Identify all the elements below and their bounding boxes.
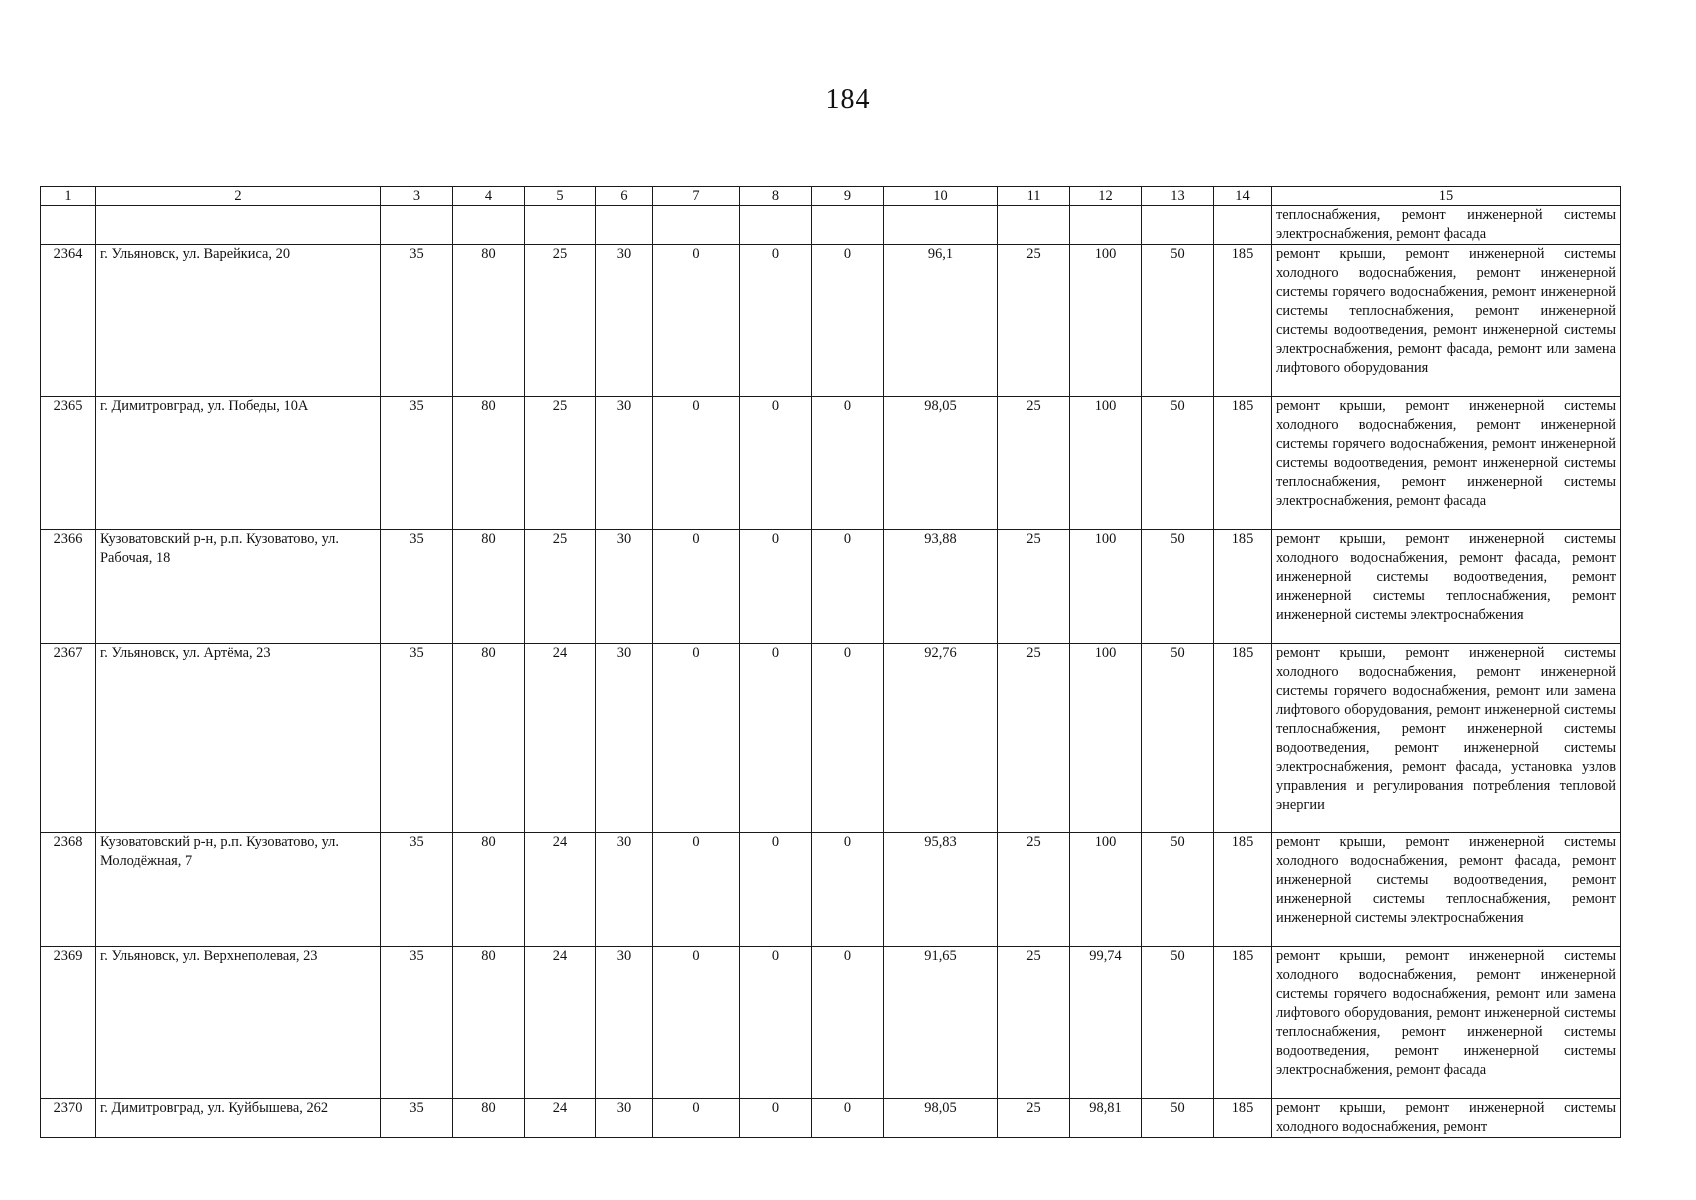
value-cell: 24 xyxy=(525,833,596,947)
table-row xyxy=(41,644,1621,833)
value-cell: 98,05 xyxy=(884,397,998,530)
address-cell: г. Ульяновск, ул. Верхнеполевая, 23 xyxy=(96,947,381,1099)
column-header: 1 xyxy=(41,187,96,206)
column-header: 6 xyxy=(596,187,653,206)
page-number: 184 xyxy=(825,84,871,115)
works-cell: ремонт крыши, ремонт инженерной системы холодного водоснабжения, ремонт xyxy=(1272,1099,1621,1138)
table-body xyxy=(41,206,1621,1138)
value-cell: 35 xyxy=(381,947,453,1099)
value-cell: 93,88 xyxy=(884,530,998,644)
header-row xyxy=(41,187,1621,206)
value-cell: 50 xyxy=(1142,530,1214,644)
value-cell: 30 xyxy=(596,530,653,644)
value-cell: 100 xyxy=(1070,833,1142,947)
value-cell: 185 xyxy=(1214,833,1272,947)
value-cell: 185 xyxy=(1214,644,1272,833)
value-cell: 100 xyxy=(1070,397,1142,530)
row-number: 2367 xyxy=(41,644,96,833)
address-cell: г. Ульяновск, ул. Артёма, 23 xyxy=(96,644,381,833)
column-header: 9 xyxy=(812,187,884,206)
works-cell: ремонт крыши, ремонт инженерной системы холодного водоснабжения, ремонт инженерной системы горячего водоснабжения, ремонт или замена лифтового оборудования, ремонт инженерной системы теплоснабжения, ремонт инженерной системы водоотведения, ремонт инженерной системы электроснабжения, ремонт фасада, установка узлов управления и регулирования потребления тепловой энергии xyxy=(1272,644,1621,833)
column-header: 8 xyxy=(740,187,812,206)
works-cell: ремонт крыши, ремонт инженерной системы холодного водоснабжения, ремонт инженерной системы горячего водоснабжения, ремонт или замена лифтового оборудования, ремонт инженерной системы теплоснабжения, ремонт инженерной системы водоотведения, ремонт инженерной системы электроснабжения, ремонт фасада xyxy=(1272,947,1621,1099)
value-cell: 0 xyxy=(653,245,740,397)
row-number: 2369 xyxy=(41,947,96,1099)
value-cell: 35 xyxy=(381,1099,453,1138)
works-cell: теплоснабжения, ремонт инженерной системы электроснабжения, ремонт фасада xyxy=(1272,206,1621,245)
column-header: 4 xyxy=(453,187,525,206)
table-row xyxy=(41,397,1621,530)
value-cell: 25 xyxy=(998,947,1070,1099)
value-cell: 24 xyxy=(525,947,596,1099)
value-cell xyxy=(1214,206,1272,245)
table-row xyxy=(41,206,1621,245)
value-cell: 50 xyxy=(1142,1099,1214,1138)
value-cell: 0 xyxy=(740,644,812,833)
column-header: 7 xyxy=(653,187,740,206)
value-cell: 0 xyxy=(653,644,740,833)
value-cell: 0 xyxy=(653,530,740,644)
value-cell xyxy=(1142,206,1214,245)
column-header: 13 xyxy=(1142,187,1214,206)
value-cell: 50 xyxy=(1142,245,1214,397)
value-cell: 25 xyxy=(525,245,596,397)
value-cell: 99,74 xyxy=(1070,947,1142,1099)
column-header: 11 xyxy=(998,187,1070,206)
value-cell: 30 xyxy=(596,1099,653,1138)
value-cell: 0 xyxy=(653,947,740,1099)
buildings-table xyxy=(40,186,1621,1138)
value-cell: 185 xyxy=(1214,397,1272,530)
column-header: 14 xyxy=(1214,187,1272,206)
value-cell: 92,76 xyxy=(884,644,998,833)
column-header: 15 xyxy=(1272,187,1621,206)
value-cell xyxy=(453,206,525,245)
value-cell: 25 xyxy=(998,245,1070,397)
value-cell: 0 xyxy=(653,833,740,947)
value-cell: 0 xyxy=(740,833,812,947)
value-cell: 35 xyxy=(381,530,453,644)
value-cell: 35 xyxy=(381,644,453,833)
value-cell: 0 xyxy=(812,530,884,644)
column-header: 3 xyxy=(381,187,453,206)
value-cell: 98,05 xyxy=(884,1099,998,1138)
address-cell: г. Ульяновск, ул. Варейкиса, 20 xyxy=(96,245,381,397)
works-cell: ремонт крыши, ремонт инженерной системы холодного водоснабжения, ремонт инженерной системы горячего водоснабжения, ремонт инженерной системы теплоснабжения, ремонт инженерной системы водоотведения, ремонт инженерной системы электроснабжения, ремонт фасада, ремонт или замена лифтового оборудования xyxy=(1272,245,1621,397)
address-cell: г. Димитровград, ул. Победы, 10А xyxy=(96,397,381,530)
value-cell: 0 xyxy=(740,530,812,644)
value-cell: 50 xyxy=(1142,833,1214,947)
table-row xyxy=(41,245,1621,397)
table-row xyxy=(41,833,1621,947)
value-cell: 24 xyxy=(525,644,596,833)
value-cell: 80 xyxy=(453,833,525,947)
value-cell: 30 xyxy=(596,245,653,397)
value-cell: 30 xyxy=(596,833,653,947)
value-cell: 0 xyxy=(812,947,884,1099)
value-cell: 25 xyxy=(998,644,1070,833)
value-cell: 185 xyxy=(1214,947,1272,1099)
works-cell: ремонт крыши, ремонт инженерной системы холодного водоснабжения, ремонт инженерной системы горячего водоснабжения, ремонт инженерной системы водоотведения, ремонт инженерной системы теплоснабжения, ремонт инженерной системы электроснабжения, ремонт фасада xyxy=(1272,397,1621,530)
address-cell: Кузоватовский р-н, р.п. Кузоватово, ул. Рабочая, 18 xyxy=(96,530,381,644)
value-cell: 25 xyxy=(998,1099,1070,1138)
value-cell: 25 xyxy=(525,530,596,644)
column-header: 10 xyxy=(884,187,998,206)
value-cell: 35 xyxy=(381,397,453,530)
row-number: 2364 xyxy=(41,245,96,397)
value-cell: 25 xyxy=(525,397,596,530)
value-cell: 185 xyxy=(1214,530,1272,644)
row-number: 2366 xyxy=(41,530,96,644)
column-header: 5 xyxy=(525,187,596,206)
value-cell: 0 xyxy=(740,245,812,397)
row-number xyxy=(41,206,96,245)
value-cell: 80 xyxy=(453,397,525,530)
value-cell: 80 xyxy=(453,947,525,1099)
value-cell: 50 xyxy=(1142,947,1214,1099)
works-cell: ремонт крыши, ремонт инженерной системы холодного водоснабжения, ремонт фасада, ремонт инженерной системы водоотведения, ремонт инженерной системы теплоснабжения, ремонт инженерной системы электроснабжения xyxy=(1272,530,1621,644)
value-cell: 0 xyxy=(812,1099,884,1138)
value-cell: 95,83 xyxy=(884,833,998,947)
row-number: 2368 xyxy=(41,833,96,947)
value-cell: 50 xyxy=(1142,644,1214,833)
value-cell: 0 xyxy=(653,397,740,530)
value-cell: 80 xyxy=(453,644,525,833)
value-cell: 0 xyxy=(812,245,884,397)
value-cell: 25 xyxy=(998,833,1070,947)
column-header: 2 xyxy=(96,187,381,206)
value-cell: 100 xyxy=(1070,245,1142,397)
value-cell: 30 xyxy=(596,947,653,1099)
address-cell xyxy=(96,206,381,245)
value-cell: 0 xyxy=(653,1099,740,1138)
row-number: 2370 xyxy=(41,1099,96,1138)
column-header: 12 xyxy=(1070,187,1142,206)
value-cell: 35 xyxy=(381,245,453,397)
value-cell: 25 xyxy=(998,397,1070,530)
value-cell: 80 xyxy=(453,1099,525,1138)
value-cell: 0 xyxy=(812,833,884,947)
value-cell: 30 xyxy=(596,397,653,530)
address-cell: г. Димитровград, ул. Куйбышева, 262 xyxy=(96,1099,381,1138)
value-cell: 0 xyxy=(740,1099,812,1138)
value-cell xyxy=(653,206,740,245)
value-cell: 91,65 xyxy=(884,947,998,1099)
value-cell: 24 xyxy=(525,1099,596,1138)
value-cell: 80 xyxy=(453,245,525,397)
value-cell: 100 xyxy=(1070,644,1142,833)
value-cell xyxy=(998,206,1070,245)
value-cell: 25 xyxy=(998,530,1070,644)
value-cell: 0 xyxy=(740,397,812,530)
value-cell: 185 xyxy=(1214,245,1272,397)
value-cell: 96,1 xyxy=(884,245,998,397)
table-header xyxy=(41,187,1621,206)
table-row xyxy=(41,947,1621,1099)
value-cell: 80 xyxy=(453,530,525,644)
table-row xyxy=(41,1099,1621,1138)
value-cell xyxy=(381,206,453,245)
value-cell xyxy=(740,206,812,245)
value-cell: 100 xyxy=(1070,530,1142,644)
table-row xyxy=(41,530,1621,644)
address-cell: Кузоватовский р-н, р.п. Кузоватово, ул. Молодёжная, 7 xyxy=(96,833,381,947)
value-cell: 98,81 xyxy=(1070,1099,1142,1138)
value-cell xyxy=(1070,206,1142,245)
value-cell: 0 xyxy=(812,397,884,530)
value-cell: 0 xyxy=(812,644,884,833)
value-cell xyxy=(596,206,653,245)
works-cell: ремонт крыши, ремонт инженерной системы холодного водоснабжения, ремонт фасада, ремонт инженерной системы водоотведения, ремонт инженерной системы теплоснабжения, ремонт инженерной системы электроснабжения xyxy=(1272,833,1621,947)
value-cell: 0 xyxy=(740,947,812,1099)
value-cell xyxy=(884,206,998,245)
value-cell: 35 xyxy=(381,833,453,947)
value-cell: 185 xyxy=(1214,1099,1272,1138)
value-cell: 50 xyxy=(1142,397,1214,530)
row-number: 2365 xyxy=(41,397,96,530)
value-cell xyxy=(525,206,596,245)
value-cell xyxy=(812,206,884,245)
value-cell: 30 xyxy=(596,644,653,833)
